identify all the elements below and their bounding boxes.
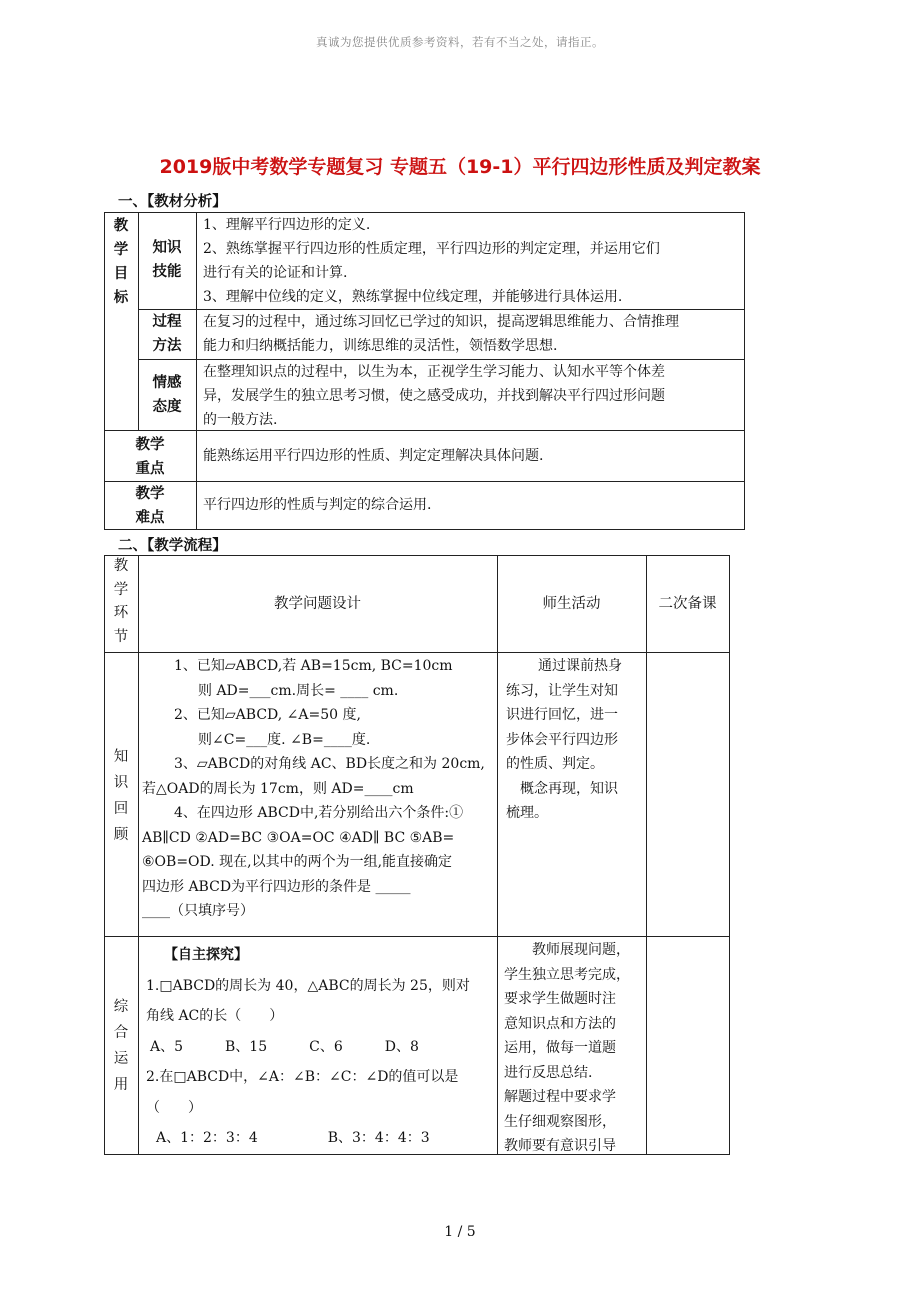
process-method-label: 过程 方法 bbox=[152, 314, 182, 354]
page-number: 1 / 5 bbox=[444, 1224, 476, 1240]
comprehensive-application-activity: 教师展现问题， 学生独立思考完成， 要求学生做题时注 意知识点和方法的 运用，做每一道题 进行反思总结. 解题过程中要求学 生仔细观察图形， 教师要有意识引导 bbox=[504, 942, 630, 1154]
knowledge-skill-text: 1、理解平行四边形的定义. 2、熟练掌握平行四边形的性质定理，平行四边形的判定定理，并运用它们 进行有关的论证和计算. 3、理解中位线的定义，熟练掌握中位线定理，并能够进行具体运用. bbox=[203, 217, 660, 305]
knowledge-skill-label: 知识 技能 bbox=[152, 240, 182, 280]
difficulty-label: 教学 难点 bbox=[135, 486, 165, 526]
difficulty-text: 平行四边形的性质与判定的综合运用. bbox=[203, 497, 432, 513]
knowledge-review-label: 知 识 回 顾 bbox=[113, 749, 129, 843]
comprehensive-application-problems: 【自主探究】 1.□ABCD的周长为 40，△ABC的周长为 25，则对 角线 AC的长（ ） A、5 B、15 C、6 D、8 2.在□ABCD中，∠A：∠B：∠C：∠D的值可以是 （ ） A、1：2：3：4 B、3：4：4：3 bbox=[146, 947, 470, 1146]
teaching-goal-label: 教 学 目 标 bbox=[113, 218, 129, 306]
document-title: 2019版中考数学专题复习 专题五（19-1）平行四边形性质及判定教案 bbox=[159, 156, 761, 178]
knowledge-review-problems: 1、已知▱ABCD,若 AB=15cm, BC=10cm 则 AD=___cm.周长= ____ cm. 2、已知▱ABCD, ∠A=50 度, 则∠C=___度. ∠B=____度. 3、▱ABCD的对角线 AC、BD长度之和为 20cm, 若△OAD的周长为 17cm，则 AD=____cm 4、在四边形 ABCD中,若分别给出六个条件:① AB∥CD ②AD=BC ③OA=OC ④AD∥ BC ⑤AB= ⑥OB=OD. 现在,以其中的两个为一组,能直接确定 四边形 ABCD为平行四边形的条件是 _____ ____（只填序号） bbox=[142, 658, 485, 919]
key-point-label: 教学 重点 bbox=[135, 437, 165, 477]
header-teaching-stage: 教 学 环 节 bbox=[113, 558, 129, 645]
header-problem-design: 教学问题设计 bbox=[274, 596, 361, 612]
section-heading-process: 二、【教学流程】 bbox=[118, 538, 227, 554]
header-second-preparation: 二次备课 bbox=[658, 596, 717, 612]
emotion-attitude-text: 在整理知识点的过程中，以生为本，正视学生学习能力、认知水平等个体差 异，发展学生的独立思考习惯，使之感受成功，并找到解决平行四过形问题 的一般方法. bbox=[203, 364, 665, 428]
comprehensive-application-label: 综 合 运 用 bbox=[113, 999, 129, 1093]
section-heading-analysis: 一、【教材分析】 bbox=[118, 194, 227, 210]
knowledge-review-activity: 通过课前热身 练习，让学生对知 识进行回忆，进一 步体会平行四边形 的性质、判定。 概念再现，知识 梳理。 bbox=[506, 658, 622, 821]
header-teacher-student-activity: 师生活动 bbox=[542, 596, 601, 612]
process-method-text: 在复习的过程中，通过练习回忆已学过的知识，提高逻辑思维能力、合情推理 能力和归纳概括能力，训练思维的灵活性，领悟数学思想. bbox=[203, 314, 679, 354]
key-point-text: 能熟练运用平行四边形的性质、判定定理解决具体问题. bbox=[203, 448, 544, 464]
emotion-attitude-label: 情感 态度 bbox=[152, 375, 182, 415]
header-note: 真诚为您提供优质参考资料，若有不当之处，请指正。 bbox=[316, 35, 604, 49]
